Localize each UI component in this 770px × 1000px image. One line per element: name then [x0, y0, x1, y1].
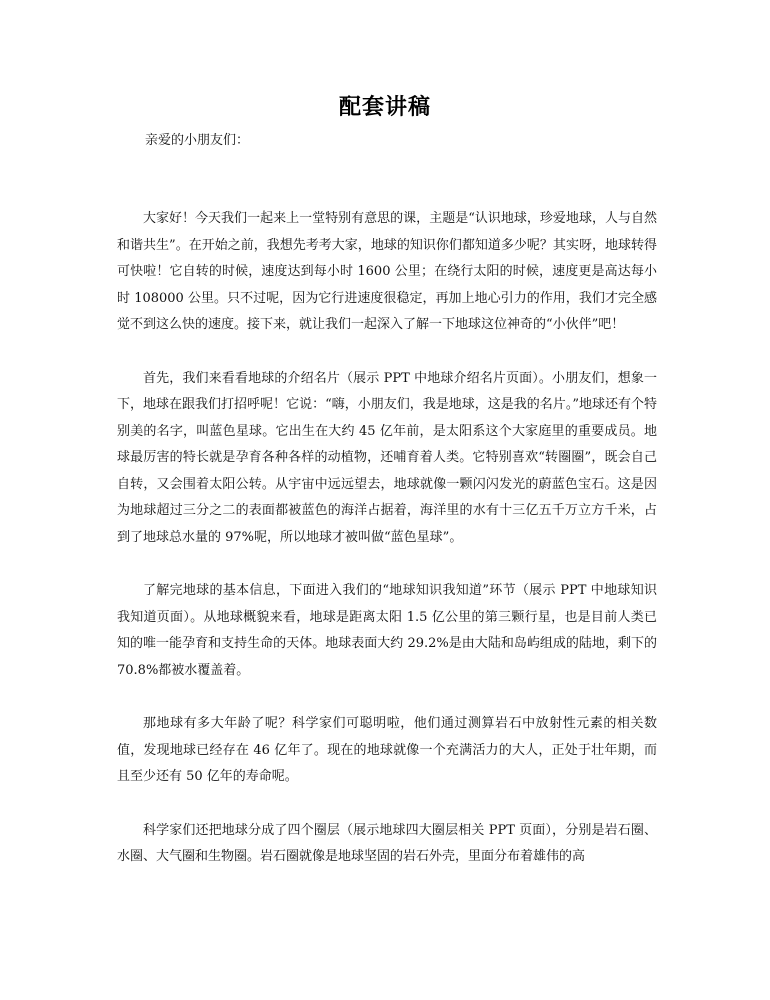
paragraph-3: 了解完地球的基本信息，下面进入我们的“地球知识我知道”环节（展示 PPT 中地球知识我知道页面）。从地球概貌来看，地球是距离太阳 1.5 亿公里的第三颗行星，也是目前人类已知的唯一能孕育和支持生命的天体。地球表面大约 29.2%是由大陆和岛屿组成的陆地，剩下的 70.8%都被水覆盖着。	[117, 583, 657, 678]
paragraph-2: 首先，我们来看看地球的介绍名片（展示 PPT 中地球介绍名片页面）。小朋友们，想象一下，地球在跟我们打招呼呢！它说：“嗨，小朋友们，我是地球，这是我的名片。”地球还有个特别美的名字，叫蓝色星球。它出生在大约 45 亿年前，是太阳系这个大家庭里的重要成员。地球最厉害的特长就是孕育各种各样的动植物，还哺育着人类。它特别喜欢“转圈圈”，既会自己自转，又会围着太阳公转。从宇宙中远远望去，地球就像一颗闪闪发光的蔚蓝色宝石。这是因为地球超过三分之二的表面都被蓝色的海洋占据着，海洋里的水有十三亿五千万立方千米，占到了地球总水量的 97%呢，所以地球才被叫做“蓝色星球”。	[117, 370, 657, 545]
paragraph-5: 科学家们还把地球分成了四个圈层（展示地球四大圈层相关 PPT 页面），分别是岩石圈、水圈、大气圈和生物圈。岩石圈就像是地球坚固的岩石外壳，里面分布着雄伟的高	[117, 822, 657, 864]
greeting-line: 亲爱的小朋友们：	[145, 133, 250, 148]
document-body	[117, 206, 657, 898]
document-title: 配套讲稿	[338, 95, 431, 120]
paragraph-1: 大家好！今天我们一起来上一堂特别有意思的课，主题是“认识地球，珍爱地球，人与自然和谐共生”。在开始之前，我想先考考大家，地球的知识你们都知道多少呢？其实呀，地球转得可快啦！它自转的时候，速度达到每小时 1600 公里；在绕行太阳的时候，速度更是高达每小时 108000 公里。只不过呢，因为它行进速度很稳定，再加上地心引力的作用，我们才完全感觉不到这么快的速度。接下来，就让我们一起深入了解一下地球这位神奇的“小伙伴”吧！	[117, 211, 657, 332]
paragraph-4: 那地球有多大年龄了呢？科学家们可聪明啦，他们通过测算岩石中放射性元素的相关数值，发现地球已经存在 46 亿年了。现在的地球就像一个充满活力的大人，正处于壮年期，而且至少还有 50 亿年的寿命呢。	[117, 716, 657, 784]
